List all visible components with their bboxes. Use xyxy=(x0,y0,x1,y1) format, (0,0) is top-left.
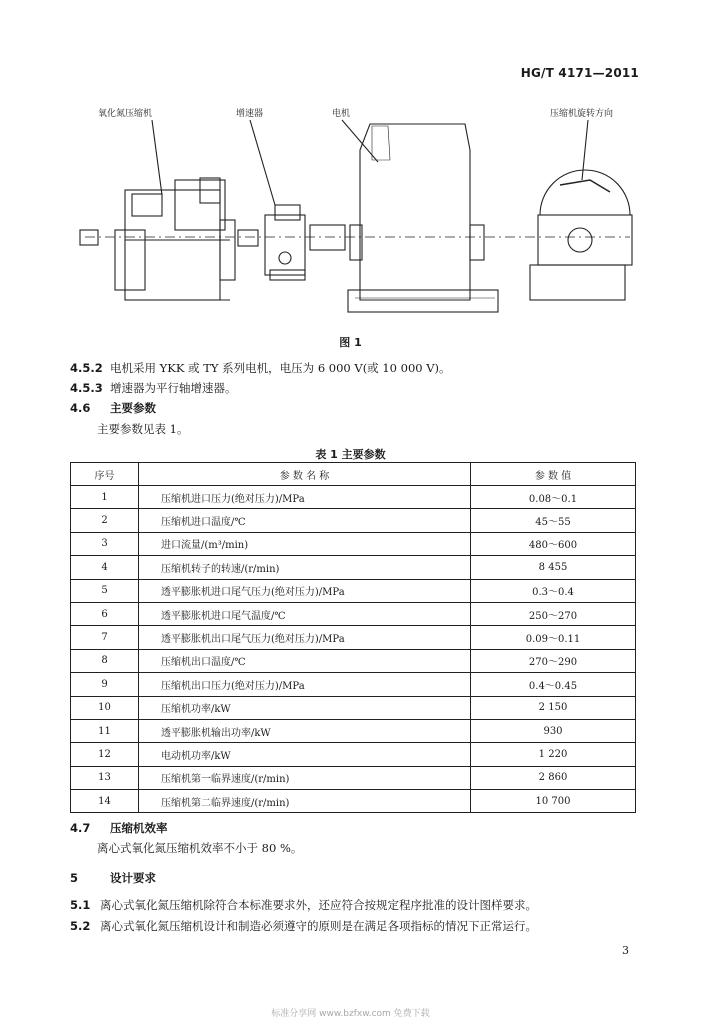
row-value: 10 700 xyxy=(471,790,636,813)
row-parameter: 压缩机第二临界速度/(r/min) xyxy=(139,790,471,813)
table-row xyxy=(71,579,636,602)
standard-code: HG/T 4171—2011 xyxy=(520,66,639,80)
section-4-7-heading xyxy=(70,820,168,836)
row-index: 5 xyxy=(71,579,139,602)
table-row xyxy=(71,486,636,509)
row-parameter: 压缩机出口温度/℃ xyxy=(139,649,471,672)
row-index: 2 xyxy=(71,509,139,532)
figure-caption: 图 1 xyxy=(339,336,362,349)
clause-text: 电机采用 YKK 或 TY 系列电机，电压为 6 000 V(或 10 000 V)。 xyxy=(110,361,451,375)
row-index: 14 xyxy=(71,790,139,813)
row-index: 12 xyxy=(71,743,139,766)
row-parameter: 压缩机第一临界速度/(r/min) xyxy=(139,766,471,789)
section-title: 设计要求 xyxy=(110,871,156,885)
row-value: 1 220 xyxy=(471,743,636,766)
section-number: 4.7 xyxy=(70,821,91,835)
table-row xyxy=(71,719,636,742)
row-parameter: 透平膨胀机进口尾气压力(绝对压力)/MPa xyxy=(139,579,471,602)
row-index: 8 xyxy=(71,649,139,672)
section-number: 5 xyxy=(70,871,79,885)
clause-number: 5.1 xyxy=(70,898,91,912)
main-parameters-table xyxy=(70,462,636,813)
table-row xyxy=(71,556,636,579)
table-caption: 表 1 主要参数 xyxy=(315,448,386,461)
table-row xyxy=(71,673,636,696)
table-header-row xyxy=(71,463,636,486)
row-value: 480～600 xyxy=(471,532,636,555)
row-parameter: 压缩机进口温度/℃ xyxy=(139,509,471,532)
row-parameter: 透平膨胀机输出功率/kW xyxy=(139,719,471,742)
table-row xyxy=(71,766,636,789)
clause-number: 4.5.3 xyxy=(70,381,103,395)
row-value: 250～270 xyxy=(471,602,636,625)
row-value: 2 860 xyxy=(471,766,636,789)
row-parameter: 透平膨胀机进口尾气温度/℃ xyxy=(139,602,471,625)
figure-label-gearbox: 增速器 xyxy=(236,109,264,119)
row-value: 45～55 xyxy=(471,509,636,532)
section-4-6-body: 主要参数见表 1。 xyxy=(97,422,189,436)
row-value: 8 455 xyxy=(471,556,636,579)
table-row xyxy=(71,696,636,719)
table-row xyxy=(71,649,636,672)
row-value: 270～290 xyxy=(471,649,636,672)
row-value: 0.08～0.1 xyxy=(471,486,636,509)
clause-text: 增速器为平行轴增速器。 xyxy=(110,381,237,395)
row-value: 0.09～0.11 xyxy=(471,626,636,649)
row-index: 13 xyxy=(71,766,139,789)
row-parameter: 压缩机进口压力(绝对压力)/MPa xyxy=(139,486,471,509)
row-value: 930 xyxy=(471,719,636,742)
section-4-6-heading xyxy=(70,400,156,416)
row-index: 7 xyxy=(71,626,139,649)
table-row xyxy=(71,626,636,649)
section-title: 主要参数 xyxy=(110,401,156,415)
row-parameter: 透平膨胀机出口尾气压力(绝对压力)/MPa xyxy=(139,626,471,649)
row-value: 0.4～0.45 xyxy=(471,673,636,696)
row-parameter: 进口流量/(m³/min) xyxy=(139,532,471,555)
row-value: 0.3～0.4 xyxy=(471,579,636,602)
row-index: 9 xyxy=(71,673,139,696)
section-4-7-body: 离心式氧化氮压缩机效率不小于 80 %。 xyxy=(97,841,303,855)
row-index: 10 xyxy=(71,696,139,719)
row-value: 2 150 xyxy=(471,696,636,719)
clause-5-2 xyxy=(70,918,537,934)
clause-text: 离心式氧化氮压缩机除符合本标准要求外，还应符合按规定程序批准的设计图样要求。 xyxy=(100,898,537,912)
row-parameter: 压缩机出口压力(绝对压力)/MPa xyxy=(139,673,471,696)
page-number: 3 xyxy=(622,944,629,957)
row-parameter: 电动机功率/kW xyxy=(139,743,471,766)
clause-text: 离心式氧化氮压缩机设计和制造必须遵守的原则是在满足各项指标的情况下正常运行。 xyxy=(100,919,537,933)
section-number: 4.6 xyxy=(70,401,91,415)
table-row xyxy=(71,602,636,625)
clause-4-5-2 xyxy=(70,360,451,376)
section-title: 压缩机效率 xyxy=(110,821,168,835)
row-index: 1 xyxy=(71,486,139,509)
row-index: 6 xyxy=(71,602,139,625)
figure-label-rotation: 压缩机旋转方向 xyxy=(550,109,614,119)
header-parameter-name: 参 数 名 称 xyxy=(139,463,471,486)
figure-label-compressor: 氧化氮压缩机 xyxy=(98,109,153,119)
clause-4-5-3 xyxy=(70,380,237,396)
table-row xyxy=(71,790,636,813)
figure-label-motor: 电机 xyxy=(332,109,351,119)
row-parameter: 压缩机功率/kW xyxy=(139,696,471,719)
row-parameter: 压缩机转子的转速/(r/min) xyxy=(139,556,471,579)
clause-number: 4.5.2 xyxy=(70,361,103,375)
table-row xyxy=(71,743,636,766)
row-index: 11 xyxy=(71,719,139,742)
section-5-heading xyxy=(70,870,156,886)
row-index: 4 xyxy=(71,556,139,579)
compressor-unit-figure xyxy=(70,100,640,325)
clause-5-1 xyxy=(70,897,537,913)
table-row xyxy=(71,509,636,532)
header-parameter-value: 参 数 值 xyxy=(471,463,636,486)
table-row xyxy=(71,532,636,555)
watermark: 标准分享网 www.bzfxw.com 免费下载 xyxy=(271,1009,430,1019)
clause-number: 5.2 xyxy=(70,919,91,933)
header-index: 序号 xyxy=(71,463,139,486)
row-index: 3 xyxy=(71,532,139,555)
